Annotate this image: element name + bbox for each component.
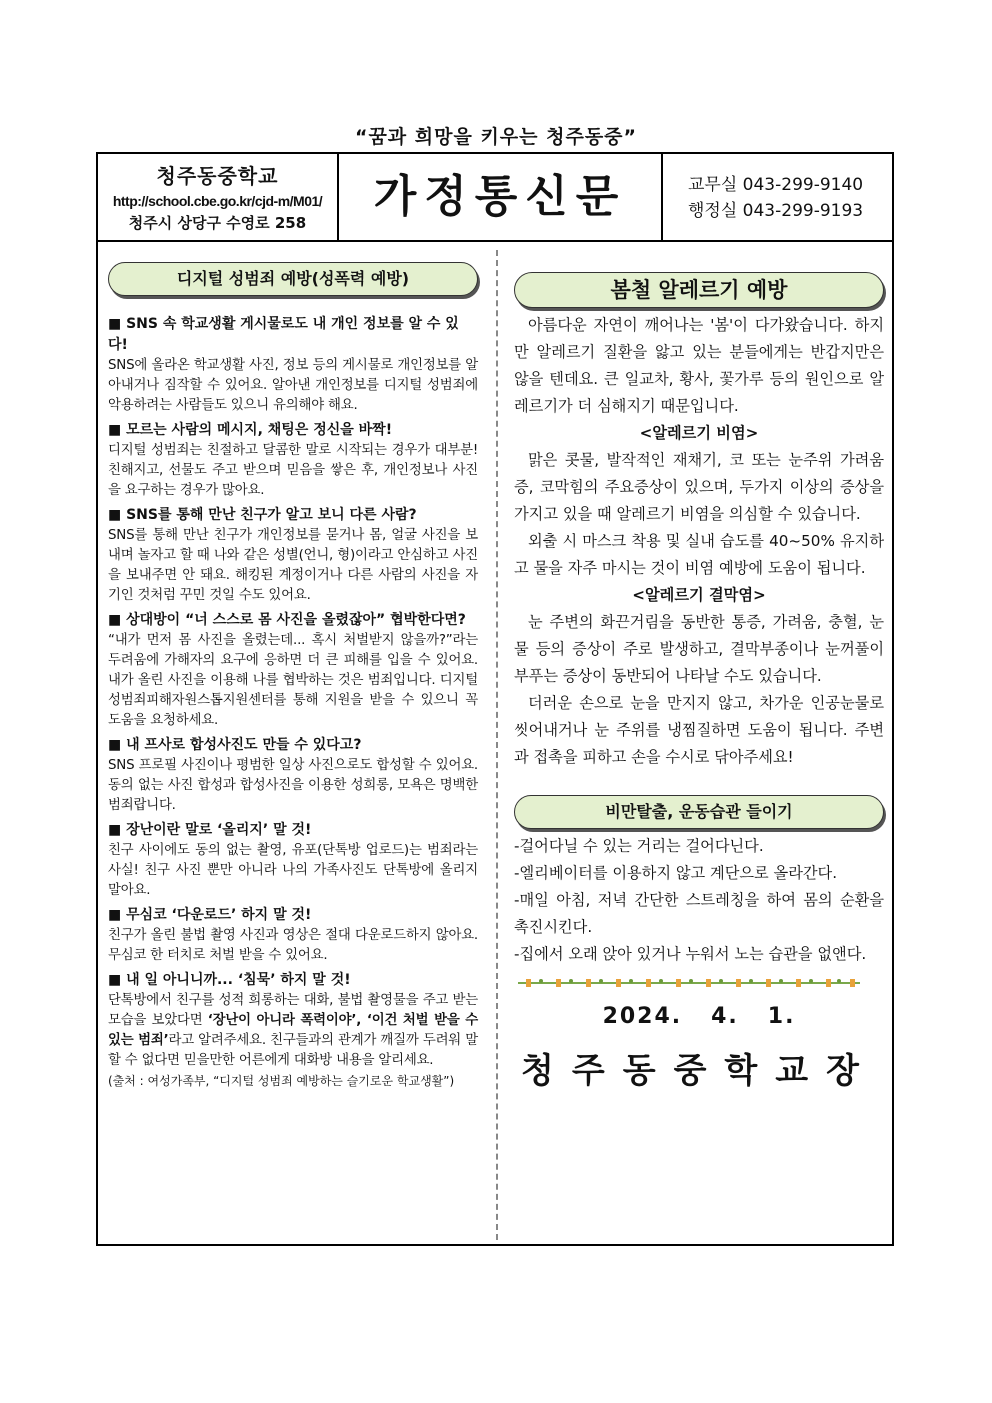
school-address: 청주시 상당구 수영로 258: [128, 214, 307, 232]
school-name: 청주동중학교: [156, 164, 279, 188]
subheading: ■ SNS 속 학교생활 게시물로도 내 개인 정보를 알 수 있다!: [108, 316, 459, 353]
emphasis-text: ‘장난이 아니라 폭력이야’, ‘이건 처벌 받을 수 있는 범죄’: [108, 1013, 478, 1048]
slogan: “꿈과 희망을 키우는 청주동중”: [354, 126, 638, 148]
school-info: [98, 154, 339, 240]
paragraph: 디지털 성범죄는 친절하고 달콤한 말로 시작되는 경우가 대부분! 친해지고, 선물도 주고 받으며 믿음을 쌓은 후, 개인정보나 사진을 요구하는 경우가 많아요.: [108, 443, 478, 498]
contact-info: [688, 172, 863, 224]
paragraph: 맑은 콧물, 발작적인 재채기, 코 또는 눈주위 가려움증, 코막힘의 주요증상이 있으며, 두가지 이상의 증상을 가지고 있을 때 알레르기 비염을 의심할 수 있습니다.: [514, 451, 884, 523]
section-heading-digital-crime: 디지털 성범죄 예방(성폭력 예방): [108, 262, 478, 296]
phone-admin-office: 행정실 043-299-9193: [688, 201, 864, 221]
subheading: ■ 내 일 아니니까... ‘침묵’ 하지 말 것!: [108, 972, 351, 988]
paragraph: SNS 프로필 사진이나 평범한 일상 사진으로도 합성할 수 있어요. 동의 없는 사진 합성과 합성사진을 이용한 성희롱, 모욕은 명백한 범죄랍니다.: [108, 758, 478, 813]
paragraph: 더러운 손으로 눈을 만지지 않고, 차가운 인공눈물로 씻어내거나 눈 주위를 냉찜질하면 도움이 됩니다. 주변과 접촉을 피하고 손을 수시로 닦아주세요!: [514, 694, 884, 766]
school-url[interactable]: http://school.cbe.go.kr/cjd-m/M01/: [112, 193, 323, 209]
paragraph: 아름다운 자연이 깨어나는 '봄'이 다가왔습니다. 하지만 알레르기 질환을 앓고 있는 분들에게는 반갑지만은 않을 텐데요. 큰 일교차, 황사, 꽃가루 등의 원인으로 알레르기가 더 심해지기 때문입니다.: [514, 316, 884, 415]
paragraph: 외출 시 마스크 착용 및 실내 습도를 40~50% 유지하고 물을 자주 마시는 것이 비염 예방에 도움이 됩니다.: [514, 532, 884, 577]
issue-date: 2024. 4. 1.: [602, 1004, 796, 1029]
paragraph: “내가 먼저 몸 사진을 올렸는데... 혹시 처벌받지 않을까?”라는 두려움에 가해자의 요구에 응하면 더 큰 피해를 입을 수 있어요. 내가 올린 사진을 이용해 나를 협박하는 것은 범죄입니다. 디지털성범죄피해자원스톱지원센터를 통해 지원을 받을 수 있으니 꼭 도움을 요청하세요.: [108, 633, 478, 728]
section-heading-exercise: 비만탈출, 운동습관 들이기: [514, 795, 884, 829]
left-column: [108, 262, 478, 1089]
subheading: ■ 상대방이 “너 스스로 몸 사진을 올렸잖아” 협박한다면?: [108, 612, 466, 628]
list-item: -걸어다닐 수 있는 거리는 걸어다닌다.: [514, 837, 764, 855]
subheading: ■ 내 프사로 합성사진도 만들 수 있다고?: [108, 737, 362, 753]
paragraph: SNS를 통해 만난 친구가 개인정보를 묻거나 몸, 얼굴 사진을 보내며 놀자고 할 때 나와 같은 성별(언니, 형)이라고 안심하고 사진을 보내주면 안 돼요. 해킹된 계정이거나 다른 사람의 사진을 자기인 것처럼 꾸민 것일 수도 있어요.: [108, 528, 478, 603]
list-item: -엘리베이터를 이용하지 않고 계단으로 올라간다.: [514, 864, 838, 882]
newsletter-frame: [96, 152, 894, 1246]
paragraph: SNS에 올라온 학교생활 사진, 정보 등의 게시물로 개인정보를 알아내거나 짐작할 수 있어요. 알아낸 개인정보를 디지털 성범죄에 악용하려는 사람들도 있으니 유의해야 해요.: [108, 358, 478, 413]
column-divider: [496, 250, 498, 1240]
subheading: ■ 장난이란 말로 ‘올리지’ 말 것!: [108, 822, 312, 838]
phone-teachers-office: 교무실 043-299-9140: [688, 175, 864, 195]
list-item: -집에서 오래 앉아 있거나 누워서 노는 습관을 없앤다.: [514, 945, 867, 963]
subheading: ■ 무심코 ‘다운로드’ 하지 말 것!: [108, 907, 312, 923]
text-span: 단톡방에서 친구를 성적 희롱하는 대화, 불법 촬영물을 주고 받는 모습을 보았다면: [108, 993, 478, 1028]
source-citation: (출처 : 여성가족부, “디지털 성범죄 예방하는 슬기로운 학교생활”): [108, 1074, 455, 1088]
list-item: -매일 아침, 저녁 간단한 스트레칭을 하여 몸의 순환을 촉진시킨다.: [514, 891, 884, 936]
section-heading-allergy: 봄철 알레르기 예방: [514, 272, 884, 308]
subheading: ■ SNS를 통해 만난 친구가 알고 보니 다른 사람?: [108, 507, 417, 523]
principal-signature: 청주동중학교장: [521, 1051, 877, 1091]
page-title: 가정통신문: [339, 154, 663, 240]
right-column: [514, 272, 884, 1092]
paragraph: [108, 991, 478, 1071]
paragraph: 친구가 올린 불법 촬영 사진과 영상은 절대 다운로드하지 않아요. 무심코 한 터치로 처벌 받을 수 있어요.: [108, 928, 478, 963]
flower-border-decoration: [514, 976, 864, 990]
subheading: ■ 모르는 사람의 메시지, 채팅은 정신을 바짝!: [108, 422, 393, 438]
paragraph: 친구 사이에도 동의 없는 촬영, 유포(단톡방 업로드)는 범죄라는 사실! 친구 사진 뿐만 아니라 나의 가족사진도 단톡방에 올리지 말아요.: [108, 843, 478, 898]
subheading: <알레르기 결막염>: [632, 586, 766, 604]
subheading: <알레르기 비염>: [639, 424, 759, 442]
text-span: 라고 알려주세요. 친구들과의 관계가 깨질까 두려워 말할 수 없다면 믿을만한 어른에게 대화방 내용을 알리세요.: [108, 1033, 478, 1068]
paragraph: 눈 주변의 화끈거림을 동반한 통증, 가려움, 충혈, 눈물 등의 증상이 주로 발생하고, 결막부종이나 눈꺼풀이 부푸는 증상이 동반되어 나타날 수도 있습니다.: [514, 613, 884, 685]
header: [98, 154, 892, 242]
